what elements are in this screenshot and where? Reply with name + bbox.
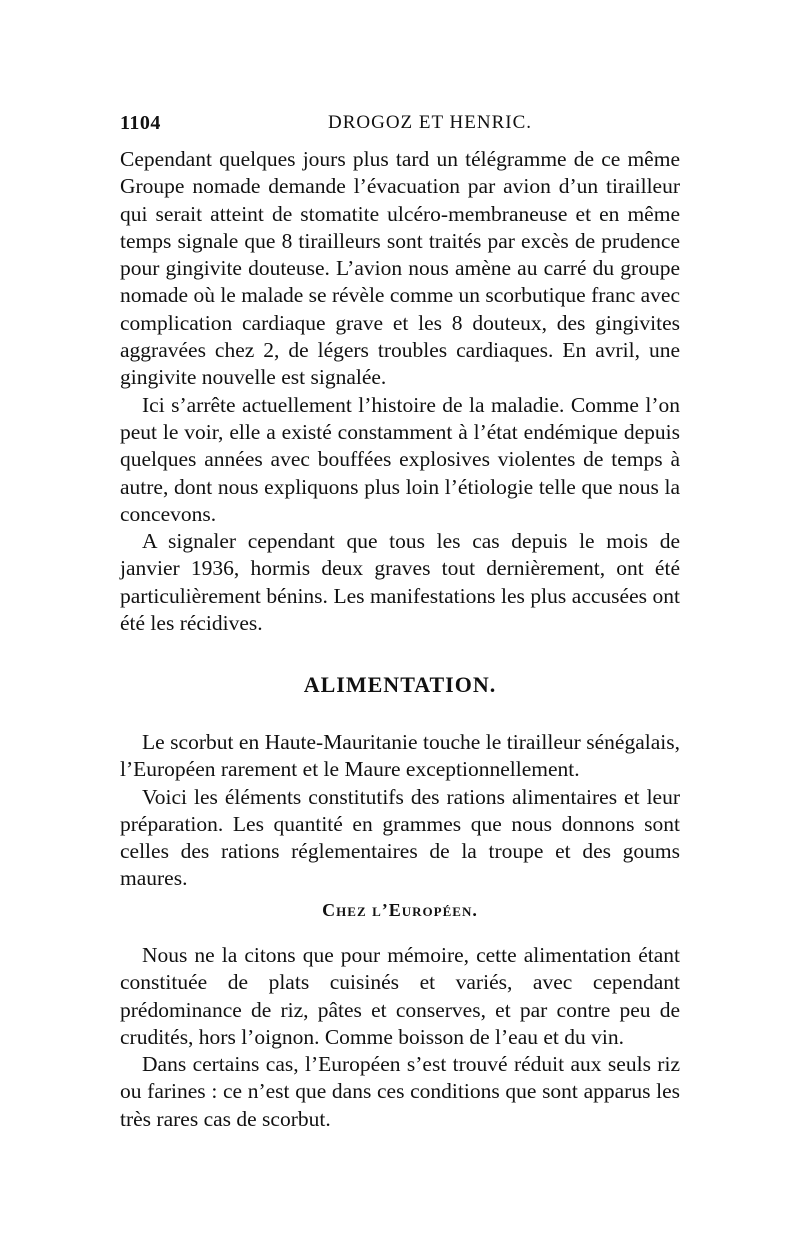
paragraph: Cependant quelques jours plus tard un télégramme de ce même Groupe nomade demande l’évacuation par avion d’un tirailleur qui serait atteint de stomatite ulcéro-membraneuse et en même temps signale que 8 tirailleurs sont traités par excès de prudence pour gingivite douteuse. L’avion nous amène au carré du groupe nomade où le malade se révèle comme un scorbutique franc avec complication cardiaque grave et les 8 douteux, des gingivites aggravées chez 2, de légers troubles cardiaques. En avril, une gingivite nouvelle est signalée. — [120, 147, 680, 390]
paragraph: Le scorbut en Haute-Mauritanie touche le tirailleur sénégalais, l’Européen rarement et le Maure exceptionnellement. — [120, 730, 680, 782]
paragraph: Dans certains cas, l’Européen s’est trouvé réduit aux seuls riz ou farines : ce n’est que dans ces conditions que sont apparus les très rares cas de scorbut. — [120, 1052, 680, 1131]
section-alimentation — [120, 729, 680, 893]
running-head — [120, 112, 680, 142]
section-heading-alimentation: ALIMENTATION. — [303, 672, 497, 697]
paragraph: Voici les éléments constitutifs des rations alimentaires et leur préparation. Les quantité en grammes que nous donnons sont celles des rations réglementaires de la troupe et des goums maures. — [120, 784, 680, 891]
section-european — [120, 942, 680, 1133]
sub-heading-european: Chez l’Européen. — [322, 900, 478, 920]
paragraph: Ici s’arrête actuellement l’histoire de la maladie. Comme l’on peut le voir, elle a existé constamment à l’état endémique depuis quelques années avec bouffées explosives violentes de temps à autre, dont nous expliquons plus loin l’étiologie telle que nous la concevons. — [120, 392, 680, 526]
page-number: 1104 — [120, 112, 161, 134]
paragraph: Nous ne la citons que pour mémoire, cette alimentation étant constituée de plats cuisinés et variés, avec cependant prédominance de riz, pâtes et conserves, et par contre peu de crudités, hors l’oignon. Comme boisson de l’eau et du vin. — [120, 943, 680, 1049]
paragraph: A signaler cependant que tous les cas depuis le mois de janvier 1936, hormis deux graves tout dernièrement, ont été particulièrement bénins. Les manifestations les plus accusées ont été les récidives. — [120, 529, 680, 636]
section-history — [120, 146, 680, 637]
running-title: DROGOZ ET HENRIC. — [327, 112, 532, 133]
